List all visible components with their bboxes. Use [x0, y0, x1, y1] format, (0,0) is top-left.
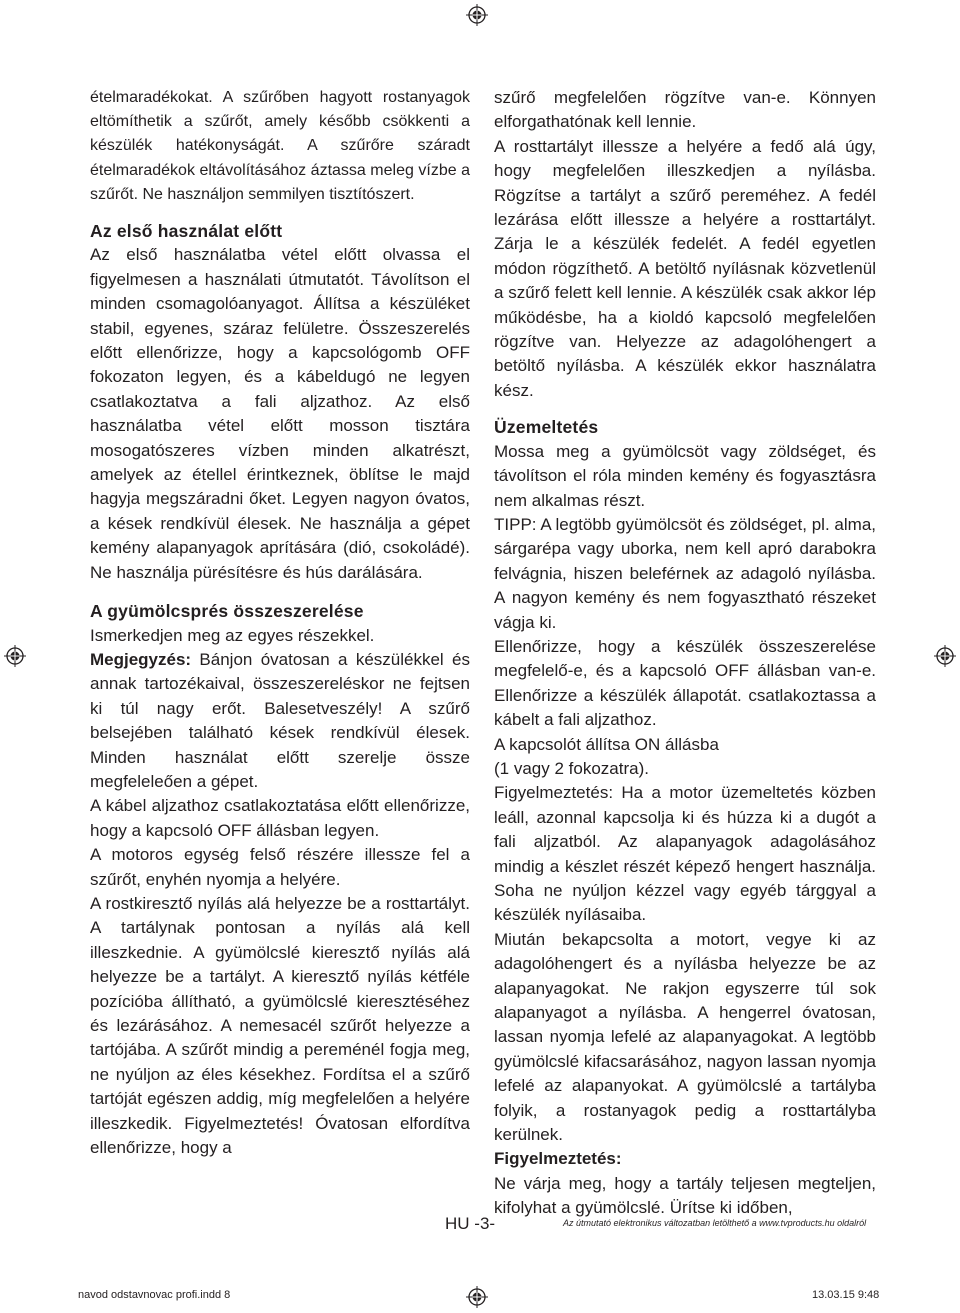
registration-mark-icon — [466, 1286, 488, 1308]
assembly-heading: A gyümölcsprés összeszerelése — [90, 601, 364, 622]
motor-paragraph: A motoros egység felső részére illessze fel a szűrőt, enyhén nyomja a helyére. — [90, 845, 470, 889]
warning-label-text: Figyelmeztetés: — [494, 1149, 622, 1169]
date-slug: 13.03.15 9:48 — [812, 1289, 880, 1301]
warning-label — [494, 1147, 876, 1171]
file-slug: navod odstavnovac profi.indd 8 — [78, 1289, 231, 1301]
operation-heading: Üzemeltetés — [494, 417, 599, 438]
operation-paragraph: Mossa meg a gyümölcsöt vagy zöldséget, és távolítson el róla minden kemény és fogyasztásra nem alkalmas részt. — [494, 441, 876, 510]
assembly-intro: Ismerkedjen meg az egyes részekkel. — [90, 625, 375, 645]
left-column — [90, 86, 470, 1160]
check-paragraph: Ellenőrizze, hogy a készülék összeszerelése megfelelő-e, és a kapcsoló OFF állásban van-e. Ellenőrizze a készülék állapotát. csatlakoztassa a kábelt a fali aljzathoz. — [494, 636, 876, 730]
continued-paragraph: szűrő megfelelően rögzítve van-e. Könnyen elforgathatónak kell lennie. — [494, 88, 876, 132]
registration-mark-icon — [466, 4, 488, 26]
final-paragraph: Ne várja meg, hogy a tartály teljesen megteljen, kifolyhat a gyümölcslé. Ürítse ki időben, — [494, 1173, 876, 1218]
motor-warning-paragraph: Figyelmeztetés: Ha a motor üzemeltetés közben leáll, azonnal kapcsolja ki és húzza ki a dugót a fali aljzatból. Az alapanyagok adagolásához mindig a készlet részét képező hengert használja. Soha ne nyúljon kézzel vagy egyéb tárggyal a készülék nyílásaiba. — [494, 783, 876, 925]
note-paragraph — [90, 648, 470, 794]
switch-line-2: (1 vagy 2 fokozatra). — [494, 758, 649, 778]
first-use-paragraph: Az első használatba vétel előtt olvassa el figyelmesen a használati útmutatót. Távolítson el minden csomagolóanyagot. Állítsa a készüléket stabil, egyenes, száraz felületre. Összeszerelés előtt ellenőrizze, hogy a kapcsológomb OFF fokozaton legyen, és a kábeldugó ne legyen csatlakoztatva a fali aljzathoz. Az első használatba vétel előtt mosson tisztára mosogatószeres vízben minden alkatrészt, amelyek az étellel érintkeznek, öblítse le majd hagyja megszáradni őket. Legyen nagyon óvatos, a kések rendkívül élesek. Ne használja a gépet kemény alapanyagok aprítására (dió, csokoládé). Ne használja pürésítésre és hús darálására. — [90, 245, 470, 582]
online-notice: Az útmutató elektronikus változatban letölthető a www.tvproducts.hu oldalról — [563, 1218, 867, 1228]
note-label: Megjegyzés: — [90, 649, 192, 669]
switch-line-1: A kapcsolót állítsa ON állásba — [494, 734, 719, 754]
intro-paragraph: ételmaradékokat. A szűrőben hagyott rostanyagok eltömíthetik a szűrőt, amely később csökkenti a készülék hatékonyságát. A szűrőre száradt ételmaradékok eltávolításához áztassa meleg vízbe a szűrőt. Ne használjon semmilyen tisztítószert. — [90, 89, 470, 203]
registration-mark-icon — [4, 645, 26, 667]
tip-paragraph: TIPP: A legtöbb gyümölcsöt és zöldséget, pl. alma, sárgarépa vagy uborka, nem kell apró darabokra felvágnia, hiszen beleférnek az adagoló nyílásba. A nagyon kemény és nem fogyasztható részeket vágja ki. — [494, 514, 876, 632]
container-paragraph: A rosttartályt illessze a helyére a fedő alá úgy, hogy megfelelően illeszkedjen a nyílásba. Rögzítse a tartályt a szűrő pereméhez. A fedél lezárása előtt illessze a helyére a rosttartályt. Zárja le a készülék fedelét. A fedél egyetlen módon rögzíthető. A betöltő nyílásnak közvetlenül a szűrő felett kell lennie. A készülék csak akkor lép működésbe, ha a kioldó kapcsoló megfelelően rögzítve van. Helyezze az adagolóhengert a betöltő nyílásba. A készülék ekkor használatra kész. — [494, 136, 876, 400]
page-number: HU -3- — [445, 1214, 496, 1233]
registration-mark-icon — [934, 645, 956, 667]
first-use-heading: Az első használat előtt — [90, 221, 283, 242]
after-start-paragraph: Miután bekapcsolta a motort, vegye ki az adagolóhengert és a nyílásba helyezze be az alapanyagokat. Ne rakjon egyszerre túl sok alapanyagot a nyílásba. A hengerrel óvatosan, lassan nyomja lefelé az alapanyagokat. A legtöbb gyümölcslé kifacsarásához, nagyon lassan nyomja lefelé az alapanyokat. A gyümölcslé a tartályba folyik, a rostanyagok pedig a rosttartályba kerülnek. — [494, 929, 876, 1145]
note-text: Bánjon óvatosan a készülékkel és annak tartozékaival, összeszereléskor ne fejtsen ki túl nagy erőt. Balesetveszély! A szűrő belsejében található kések rendkívül élesek. Minden használat előtt szerelje össze megfeleleően a gépet. — [90, 649, 470, 791]
right-column — [494, 86, 876, 1221]
assembly-steps-paragraph: A rostkiresztő nyílás alá helyezze be a rosttartályt. A tartálynak pontosan a nyílás alá kell illeszkednie. A gyümölcslé kieresztő nyílás alá helyezze be a tartályt. A kieresztő nyílás kétféle pozícióba állítható, a gyümölcslé kieresztéséhez és lezárásához. A nemesacél szűrőt helyezze a tartójába. A szűrőt mindig a pereménél fogja meg, ne nyúljon az éles késekhez. Fordítsa el a szűrő tartóját egészen addig, míg megfelelően a helyére illeszkedik. Figyelmeztetés! Óvatosan elfordítva ellenőrizze, hogy a — [90, 893, 470, 1158]
cable-paragraph: A kábel aljzathoz csatlakoztatása előtt ellenőrizze, hogy a kapcsoló OFF állásban legyen. — [90, 796, 470, 840]
